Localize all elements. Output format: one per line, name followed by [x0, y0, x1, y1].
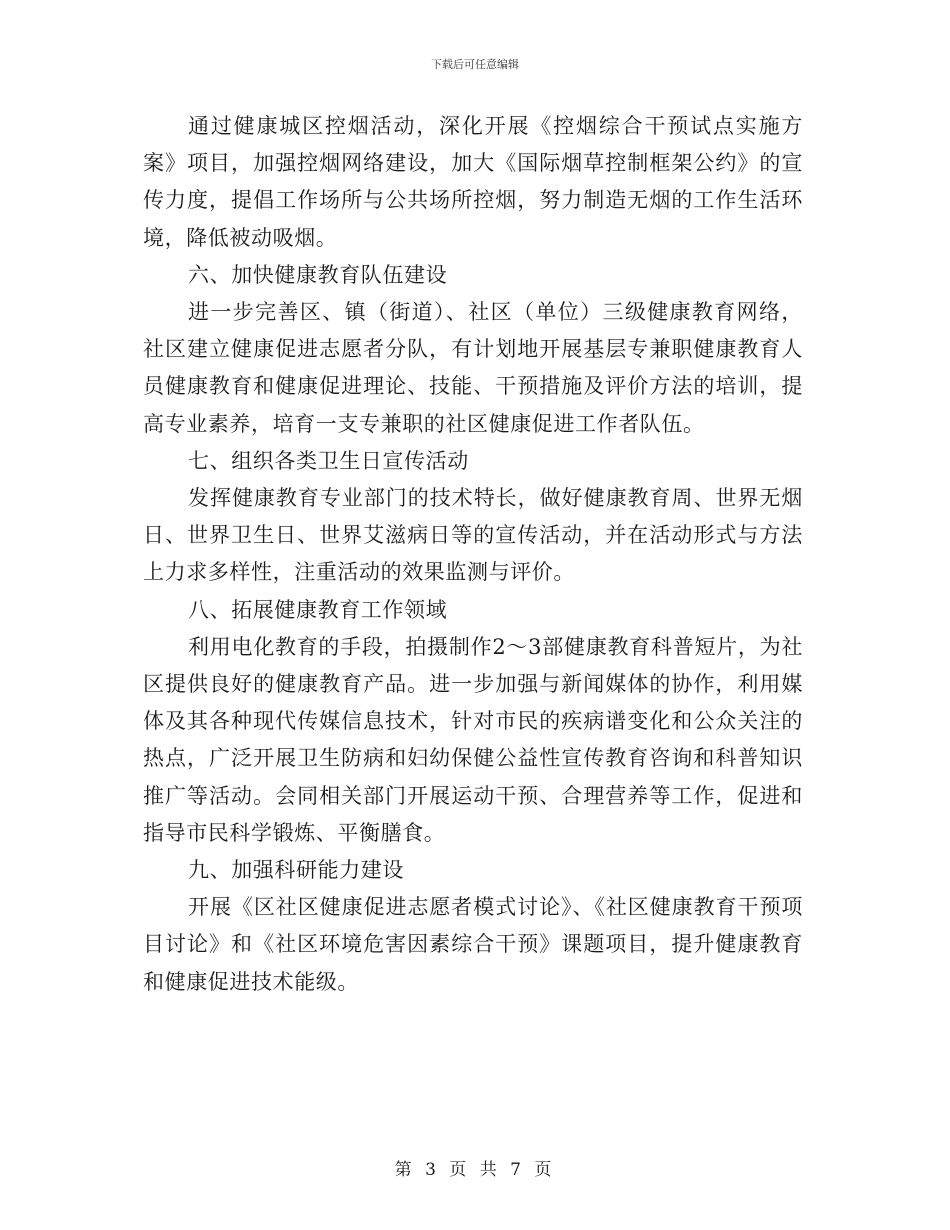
section-heading-7: 七、组织各类卫生日宣传活动 — [188, 448, 469, 473]
document-body — [143, 108, 803, 1001]
section-heading-8: 八、拓展健康教育工作领域 — [188, 597, 448, 622]
page-number-footer: 第 3 页 共 7 页 — [394, 1160, 556, 1180]
paragraph-team-building: 进一步完善区、镇（街道）、社区（单位）三级健康教育网络，社区建立健康促进志愿者分队，有计划地开展基层专兼职健康教育人员健康教育和健康促进理论、技能、干预措施及评价方法的培训，提高专业素养，培育一支专兼职的社区健康促进工作者队伍。 — [143, 300, 803, 436]
paragraph-research: 开展《区社区健康促进志愿者模式讨论》、《社区健康教育干预项目讨论》和《社区环境危害因素综合干预》课题项目，提升健康教育和健康促进技术能级。 — [143, 895, 803, 994]
header-note: 下载后可任意编辑 — [431, 58, 519, 71]
paragraph-expand-fields: 利用电化教育的手段，拍摄制作2～3部健康教育科普短片，为社区提供良好的健康教育产品。进一步加强与新闻媒体的协作，利用媒体及其各种现代传媒信息技术，针对市民的疾病谱变化和公众关注的热点，广泛开展卫生防病和妇幼保健公益性宣传教育咨询和科普知识推广等活动。会同相关部门开展运动干预、合理营养等工作，促进和指导市民科学锻炼、平衡膳食。 — [143, 634, 803, 845]
paragraph-health-days: 发挥健康教育专业部门的技术特长，做好健康教育周、世界无烟日、世界卫生日、世界艾滋病日等的宣传活动，并在活动形式与方法上力求多样性，注重活动的效果监测与评价。 — [143, 486, 803, 585]
paragraph-smoke-control: 通过健康城区控烟活动，深化开展《控烟综合干预试点实施方案》项目，加强控烟网络建设，加大《国际烟草控制框架公约》的宣传力度，提倡工作场所与公共场所控烟，努力制造无烟的工作生活环境，降低被动吸烟。 — [143, 114, 803, 250]
section-heading-6: 六、加快健康教育队伍建设 — [188, 262, 448, 287]
section-heading-9: 九、加强科研能力建设 — [188, 858, 404, 883]
